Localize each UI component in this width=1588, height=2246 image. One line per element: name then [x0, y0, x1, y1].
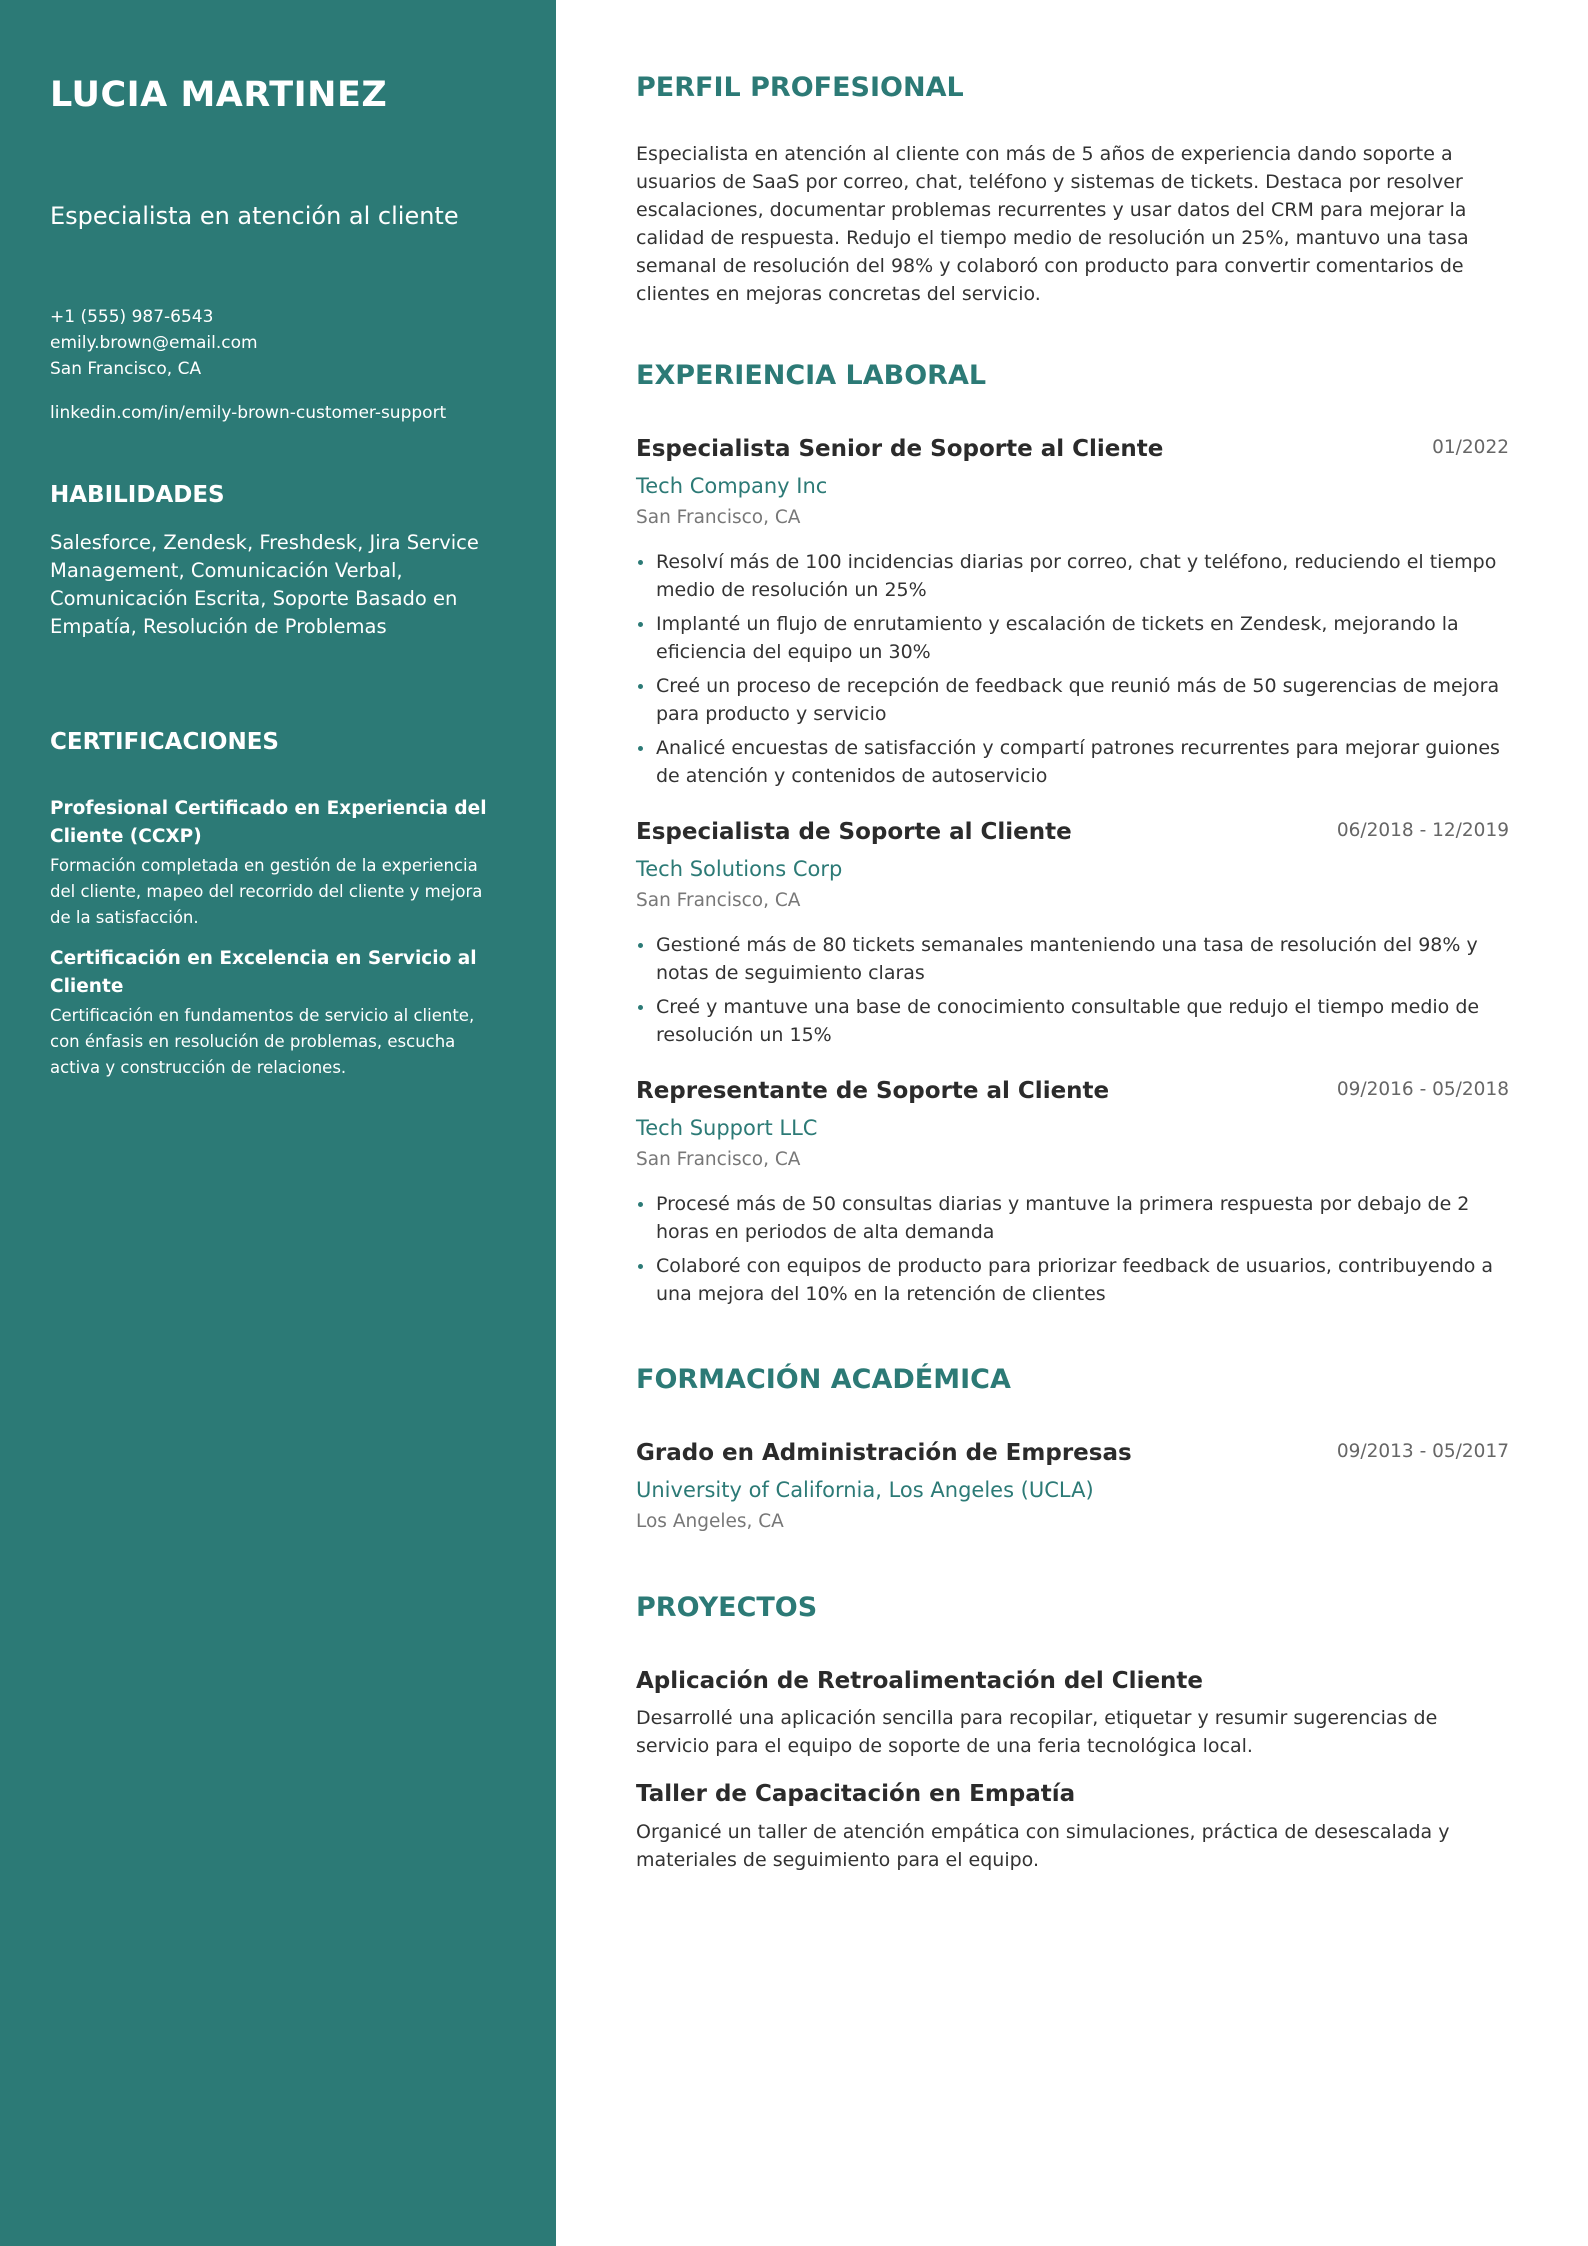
job-date: 06/2018 - 12/2019	[1336, 820, 1509, 842]
education-date: 09/2013 - 05/2017	[1336, 1440, 1509, 1462]
project-title: Taller de Capacitación en Empatía	[636, 1781, 1076, 1808]
candidate-name: LUCIA MARTINEZ	[50, 75, 388, 115]
project-entry	[636, 1780, 1509, 1874]
project-description: Organicé un taller de atención empática con simulaciones, práctica de desescalada y materiales de seguimiento para el equipo.	[636, 1821, 1450, 1872]
job-title: Especialista Senior de Soporte al Cliente	[636, 435, 1164, 462]
skills-text: Salesforce, Zendesk, Freshdesk, Jira Service Management, Comunicación Verbal, Comunicación Escrita, Soporte Basado en Empatía, Resolución de Problemas	[50, 531, 479, 639]
job-bullet: Analicé encuestas de satisfacción y compartí patrones recurrentes para mejorar guiones de atención y contenidos de autoservicio	[636, 734, 1509, 790]
job-bullets	[636, 1190, 1509, 1308]
experience-heading: EXPERIENCIA LABORAL	[636, 360, 987, 392]
projects-heading: PROYECTOS	[636, 1592, 818, 1624]
certification-item	[50, 945, 506, 1081]
certification-description: Certificación en fundamentos de servicio al cliente, con énfasis en resolución de problemas, escucha activa y construcción de relaciones.	[50, 1005, 475, 1077]
profile-summary: Especialista en atención al cliente con más de 5 años de experiencia dando soporte a usuarios de SaaS por correo, chat, teléfono y sistemas de tickets. Destaca por resolver escalaciones, documentar problemas recurrentes y usar datos del CRM para mejorar la calidad de respuesta. Redujo el tiempo medio de resolución un 25%, mantuvo una tasa semanal de resolución del 98% y colaboró con producto para convertir comentarios de clientes en mejoras concretas del servicio.	[636, 143, 1469, 306]
job-title: Especialista de Soporte al Cliente	[636, 819, 1072, 846]
contact-phone[interactable]: +1 (555) 987-6543	[50, 306, 214, 327]
job-location: San Francisco, CA	[636, 890, 801, 912]
job-bullet: Procesé más de 50 consultas diarias y mantuve la primera respuesta por debajo de 2 horas en periodos de alta demanda	[636, 1190, 1509, 1246]
job-bullet: Implanté un flujo de enrutamiento y escalación de tickets en Zendesk, mejorando la eficiencia del equipo un 30%	[636, 610, 1509, 666]
job-date: 09/2016 - 05/2018	[1336, 1079, 1509, 1101]
job-company: Tech Support LLC	[636, 1116, 818, 1141]
job-company: Tech Solutions Corp	[636, 856, 843, 881]
education-degree: Grado en Administración de Empresas	[636, 1439, 1132, 1466]
education-entry	[636, 1439, 1509, 1534]
project-title: Aplicación de Retroalimentación del Cliente	[636, 1667, 1204, 1694]
certification-item	[50, 795, 506, 931]
certification-name: Certificación en Excelencia en Servicio al Cliente	[50, 947, 477, 997]
project-entry	[636, 1667, 1509, 1761]
candidate-title: Especialista en atención al cliente	[50, 201, 459, 230]
project-description: Desarrollé una aplicación sencilla para recopilar, etiquetar y resumir sugerencias de servicio para el equipo de soporte de una feria tecnológica local.	[636, 1707, 1438, 1758]
contact-email[interactable]: emily.brown@email.com	[50, 332, 258, 353]
job-entry	[636, 435, 1509, 790]
job-date: 01/2022	[1432, 436, 1509, 458]
skills-heading: HABILIDADES	[50, 481, 225, 508]
main-content	[636, 72, 1509, 1874]
job-bullet: Creé y mantuve una base de conocimiento consultable que redujo el tiempo medio de resolución un 15%	[636, 993, 1509, 1049]
job-bullets	[636, 931, 1509, 1049]
certifications-heading: CERTIFICACIONES	[50, 729, 279, 756]
education-heading: FORMACIÓN ACADÉMICA	[636, 1364, 1011, 1396]
certifications-list	[50, 795, 506, 1081]
job-bullet: Resolví más de 100 incidencias diarias por correo, chat y teléfono, reduciendo el tiempo medio de resolución un 25%	[636, 548, 1509, 604]
profile-heading: PERFIL PROFESIONAL	[636, 72, 964, 103]
job-location: San Francisco, CA	[636, 1149, 801, 1171]
job-bullet: Colaboré con equipos de producto para priorizar feedback de usuarios, contribuyendo a una mejora del 10% en la retención de clientes	[636, 1252, 1509, 1308]
certification-description: Formación completada en gestión de la experiencia del cliente, mapeo del recorrido del cliente y mejora de la satisfacción.	[50, 855, 483, 927]
education-school: University of California, Los Angeles (UCLA)	[636, 1477, 1094, 1502]
job-bullets	[636, 548, 1509, 790]
job-entry	[636, 818, 1509, 1049]
job-location: San Francisco, CA	[636, 506, 801, 528]
job-bullet: Creé un proceso de recepción de feedback que reunió más de 50 sugerencias de mejora para producto y servicio	[636, 672, 1509, 728]
job-company: Tech Company Inc	[636, 473, 828, 498]
job-entry	[636, 1077, 1509, 1308]
job-title: Representante de Soporte al Cliente	[636, 1078, 1110, 1105]
sidebar	[0, 0, 556, 2246]
contact-block	[50, 304, 506, 426]
education-location: Los Angeles, CA	[636, 1511, 784, 1533]
contact-linkedin[interactable]: linkedin.com/in/emily-brown-customer-support	[50, 402, 447, 423]
certification-name: Profesional Certificado en Experiencia del Cliente (CCXP)	[50, 797, 487, 847]
contact-location: San Francisco, CA	[50, 358, 202, 379]
job-bullet: Gestioné más de 80 tickets semanales manteniendo una tasa de resolución del 98% y notas de seguimiento claras	[636, 931, 1509, 987]
